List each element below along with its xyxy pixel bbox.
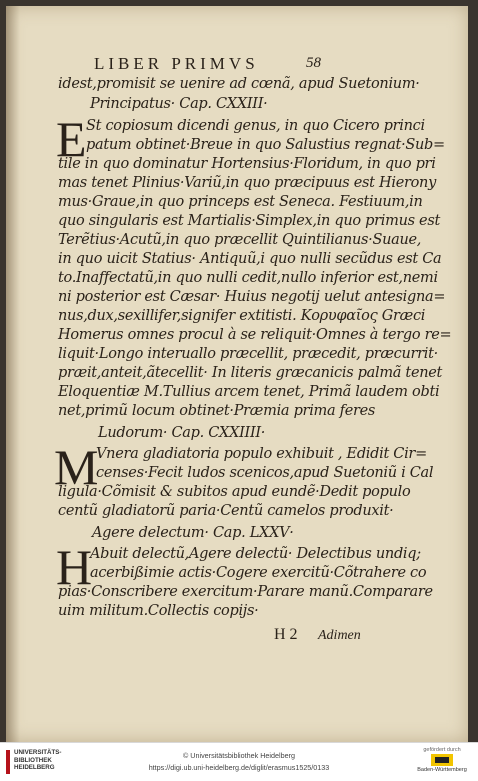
signature-mark: H 2	[274, 626, 298, 643]
text-line: uim militum.Collectis copijs·	[58, 603, 259, 619]
text-line: net,primũ locum obtinet·Præmia prima feres	[58, 403, 376, 419]
text-line: acerbißimie actis·Cogere exercitũ·Cõtrahere co	[90, 565, 427, 581]
text-line: pias·Conscribere exercitum·Parare manũ.Comparare	[58, 584, 433, 600]
text-line: to.Inaffectatũ,in quo nulli cedit,nullo inferior est,nemi	[58, 270, 438, 286]
funder-emblem-icon	[431, 754, 453, 766]
text-line: Homerus omnes procul à se reliquit·Omnes à tergo re=	[58, 327, 452, 343]
text-line: præit,anteit,ãtecellit· In literis græcanicis palmã tenet	[58, 365, 443, 381]
drop-cap: M	[54, 439, 99, 495]
funder-name: Baden-Württemberg	[417, 767, 467, 773]
chapter-heading: Principatus· Cap. CXXIII·	[90, 96, 268, 112]
text-line: liquit·Longo interuallo præcellit, præcedit, præcurrit·	[58, 346, 438, 362]
copyright-notice: © Universitätsbibliothek Heidelberg	[183, 751, 295, 760]
drop-cap: H	[56, 539, 93, 595]
library-logo-text: UNIVERSITÄTS- BIBLIOTHEK HEIDELBERG	[14, 749, 62, 772]
text-line: Eloquentiæ M.Tullius arcem tenet, Primã laudem obti	[58, 384, 440, 400]
text-line: idest,promisit se uenire ad cœnã, apud Suetonium·	[58, 76, 420, 92]
text-line: Terẽtius·Acutũ,in quo præcellit Quintilianus·Suaue,	[58, 232, 422, 248]
text-line: patum obtinet·Breue in quo Salustius regnat·Sub=	[86, 137, 445, 153]
text-line: centũ gladiatorũ paria·Centũ camelos produxit·	[58, 503, 394, 519]
text-line: tile in quo dominatur Hortensius·Floridum, in quo pri	[58, 156, 436, 172]
permalink[interactable]: https://digi.ub.uni-heidelberg.de/diglit/erasmus1525/0133	[148, 763, 330, 772]
text-line: nus,dux,sexillifer,signifer extitisti. Κορυφαῖος Græci	[58, 308, 426, 324]
drop-cap: E	[56, 111, 87, 167]
text-line: ni posterior est Cæsar· Huius negotij uelut antesigna=	[58, 289, 446, 305]
text-line: in quo uicit Statius· Antiquũ,i quo nulli secũdus est Ca	[58, 251, 442, 267]
catchword: Adimen	[318, 628, 361, 643]
funder-logo[interactable]	[412, 747, 472, 773]
text-line: ligula·Cõmisit & subitos apud eundẽ·Dedit populo	[58, 484, 411, 500]
footer-bar	[0, 742, 478, 781]
chapter-heading: Ludorum· Cap. CXXIIII·	[98, 425, 266, 441]
book-page	[6, 6, 468, 742]
folio-number: 58	[306, 55, 321, 71]
text-line: St copiosum dicendi genus, in quo Cicero princi	[86, 118, 425, 134]
chapter-heading: Agere delectum· Cap. LXXV·	[92, 525, 294, 541]
running-head: LIBER PRIMVS	[94, 54, 259, 73]
text-line: Abuit delectũ,Agere delectũ· Delectibus undiq;	[90, 546, 421, 562]
text-line: censes·Fecit ludos scenicos,apud Suetoniũ i Cal	[96, 465, 434, 481]
text-line: mus·Graue,in quo princeps est Seneca. Festiuum,in	[58, 194, 423, 210]
text-line: Vnera gladiatoria populo exhibuit , Edidit Cir=	[96, 446, 427, 462]
gutter-shadow	[6, 6, 20, 742]
text-line: mas tenet Plinius·Variũ,in quo præcipuus est Hierony	[58, 175, 436, 191]
funder-label: gefördert durch	[423, 747, 461, 753]
text-line: quo singularis est Martialis·Simplex,in quo primus est	[58, 213, 441, 229]
